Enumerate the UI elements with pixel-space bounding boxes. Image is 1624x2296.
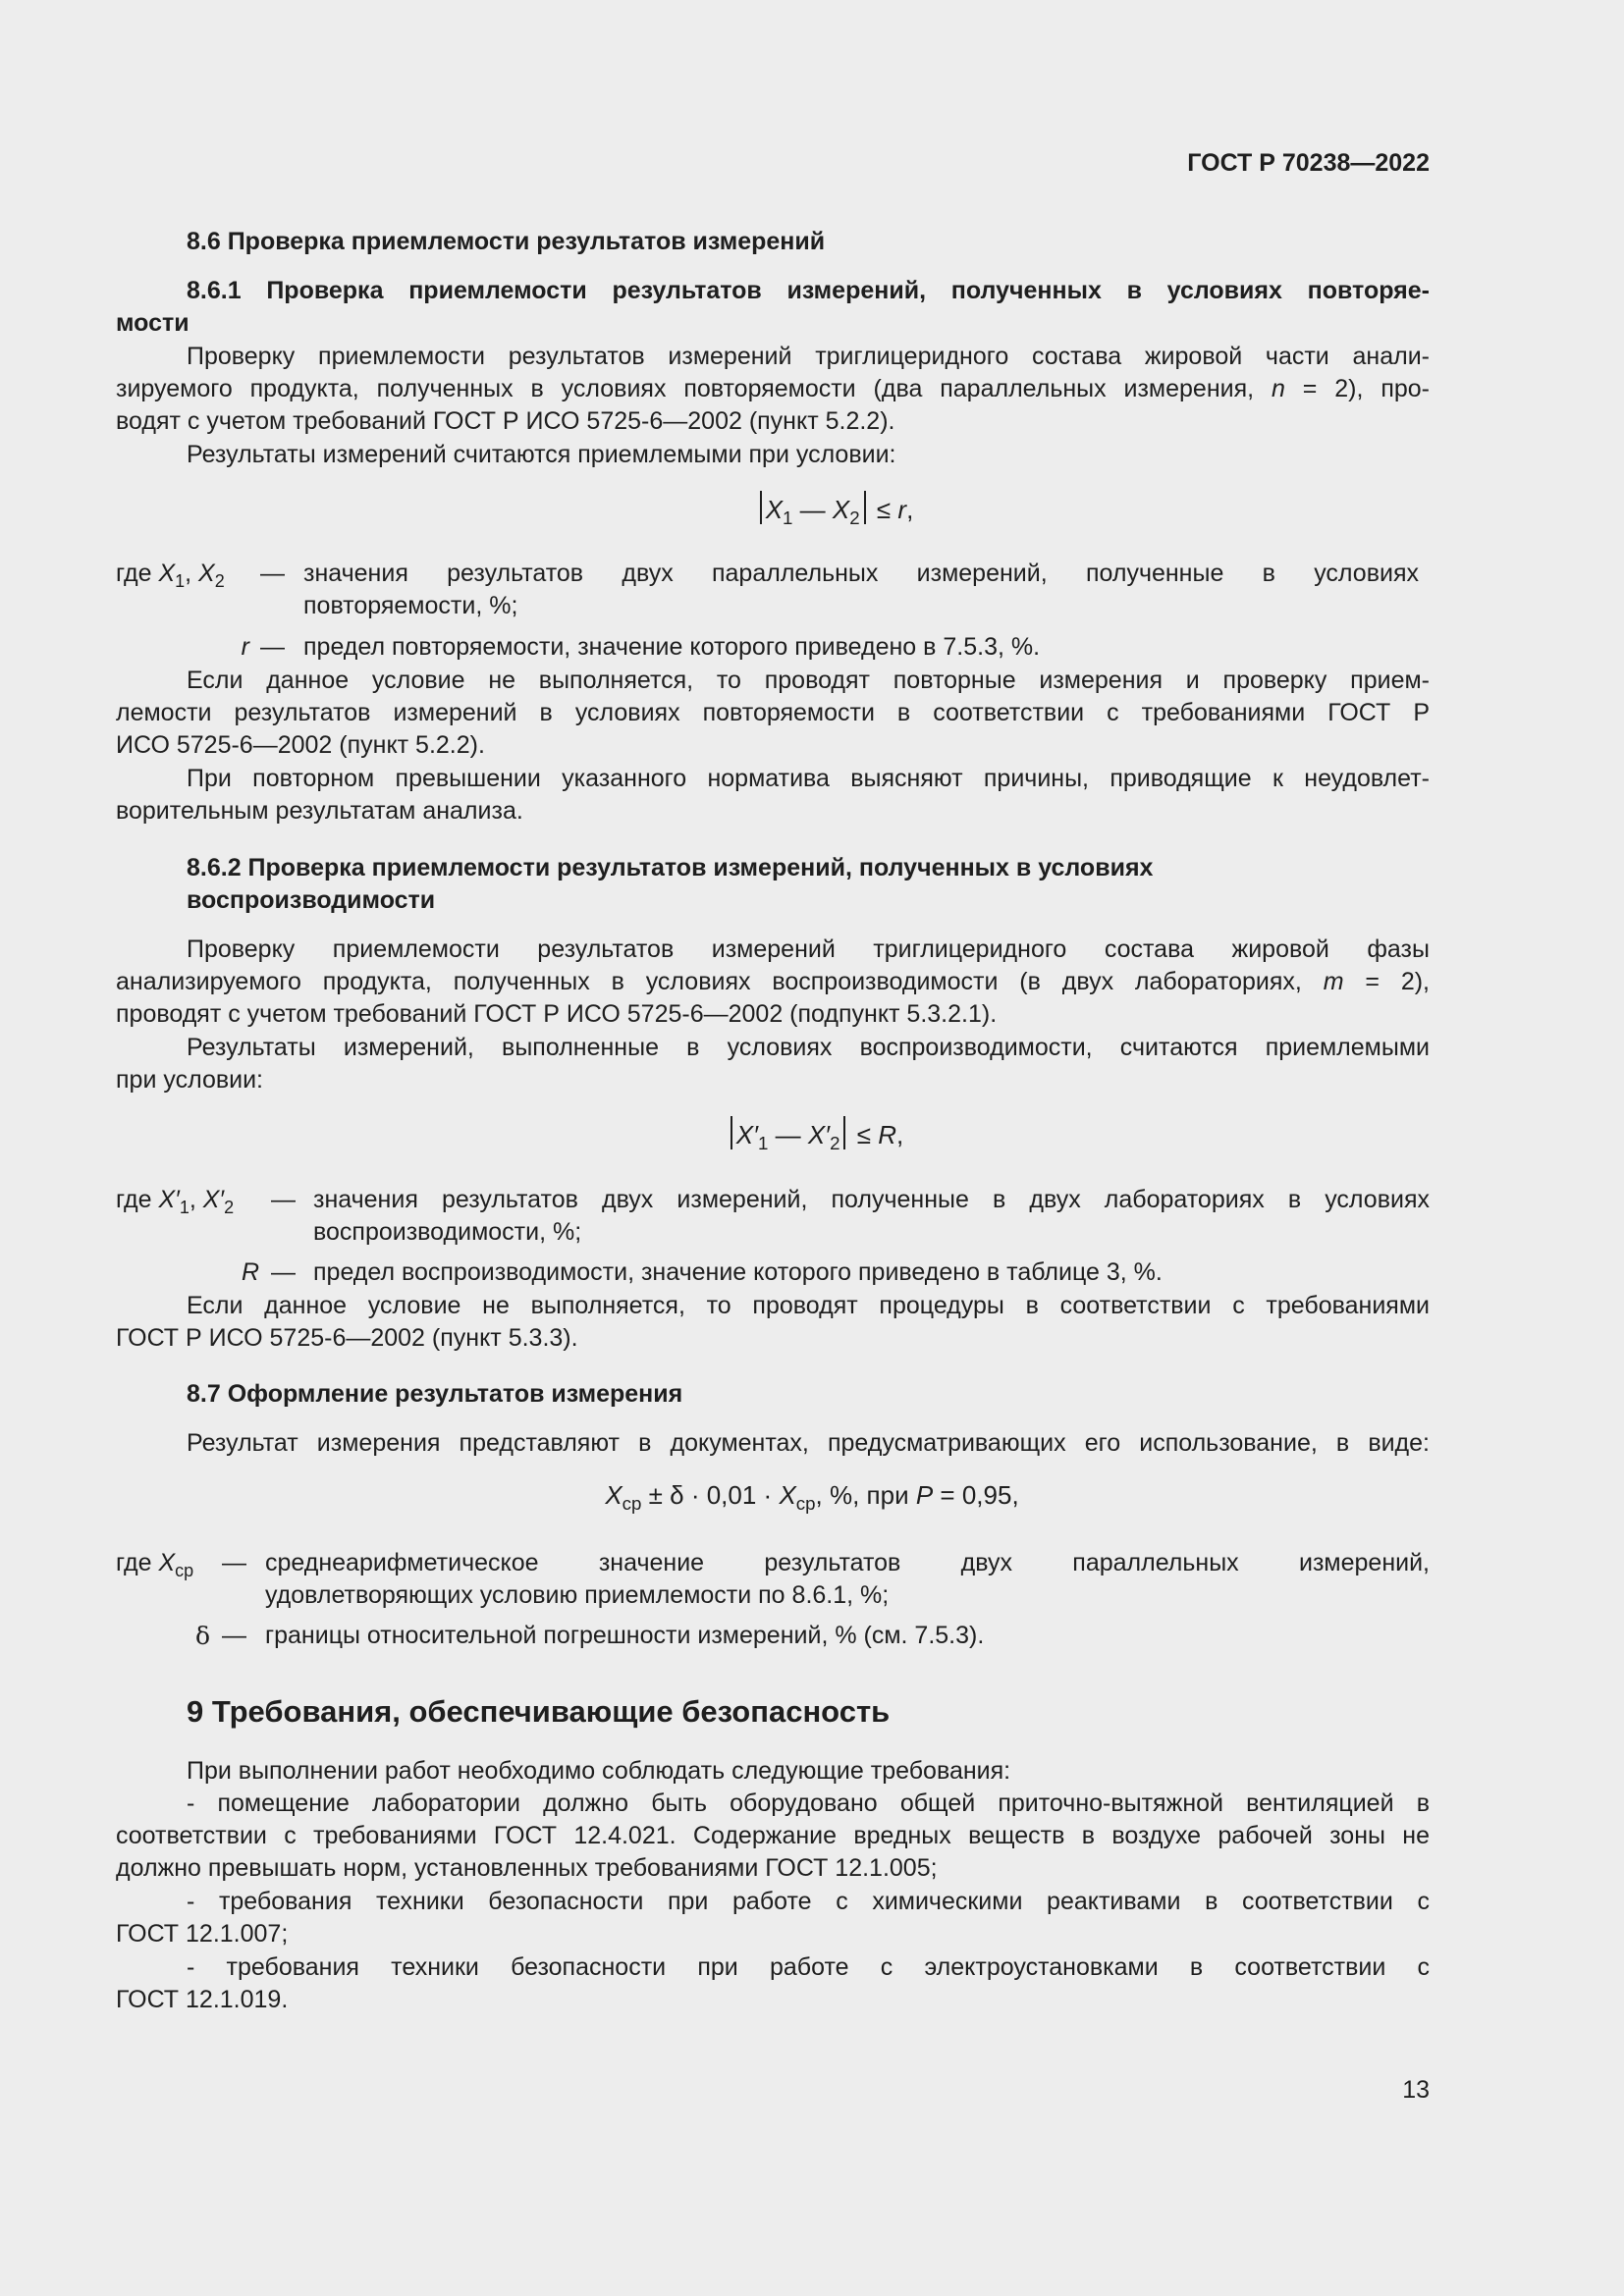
list-item-line: ГОСТ 12.1.007; bbox=[116, 1920, 289, 1948]
list-item-line: - требования техники безопасности при работе с химическими реактивами в соответствии с bbox=[187, 1888, 1430, 1915]
definition-dash: — bbox=[222, 1549, 246, 1576]
formula-reproducibility: $X'_1$ — $X'_2 \le R$, bbox=[471, 1116, 1159, 1150]
paragraph-line: При выполнении работ необходимо соблюдать следующие требования: bbox=[187, 1757, 1011, 1785]
list-item-line: - помещение лаборатории должно быть оборудовано общей приточно-вытяжной вентиляцией в bbox=[187, 1789, 1430, 1817]
paragraph-line: проводят с учетом требований ГОСТ Р ИСО 5725-6—2002 (подпункт 5.3.2.1). bbox=[116, 1000, 998, 1028]
paragraph-line: при условии: bbox=[116, 1066, 263, 1094]
definition-dash: — bbox=[260, 633, 285, 661]
paragraph-line: анализируемого продукта, полученных в условиях воспроизводимости (в двух лабораториях, m = 2), bbox=[116, 968, 1430, 995]
paragraph-line: Если данное условие не выполняется, то проводят повторные измерения и проверку прием- bbox=[187, 667, 1430, 694]
paragraph-line: ГОСТ Р ИСО 5725-6—2002 (пункт 5.3.3). bbox=[116, 1324, 578, 1352]
definition-dash: — bbox=[271, 1186, 296, 1213]
list-item-line: должно превышать норм, установленных требованиями ГОСТ 12.1.005; bbox=[116, 1854, 938, 1882]
definition-text-line1: среднеарифметическое значение результатов двух параллельных измерений, bbox=[265, 1549, 1430, 1576]
definition-text-line1: значения результатов двух измерений, полученные в двух лабораториях в условиях bbox=[313, 1186, 1430, 1213]
paragraph-line: лемости результатов измерений в условиях повторяемости в соответствии с требованиями ГОСТ Р bbox=[116, 699, 1430, 726]
document-code: ГОСТ Р 70238—2022 bbox=[1187, 149, 1430, 177]
section-8-6-1-heading-line1: 8.6.1 Проверка приемлемости результатов измерений, полученных в условиях повторяе- bbox=[187, 277, 1430, 304]
paragraph-line: Результат измерения представляют в документах, предусматривающих его использование, в виде: bbox=[187, 1429, 1430, 1457]
where-label: где $X'_1$, $X'_2$ bbox=[116, 1186, 235, 1217]
paragraph-line: ИСО 5725-6—2002 (пункт 5.2.2). bbox=[116, 731, 485, 759]
page-number: 13 bbox=[1402, 2076, 1430, 2104]
section-9-heading: 9 Требования, обеспечивающие безопасность bbox=[187, 1694, 891, 1729]
section-8-7-heading: 8.7 Оформление результатов измерения bbox=[187, 1380, 683, 1408]
where-label: где $X_1$, $X_2$ bbox=[116, 560, 225, 591]
paragraph-line: Если данное условие не выполняется, то проводят процедуры в соответствии с требованиями bbox=[187, 1292, 1430, 1319]
definition-text-line2: повторяемости, %; bbox=[303, 592, 518, 619]
definition-dash: — bbox=[260, 560, 285, 587]
paragraph-line: Результаты измерений, выполненные в условиях воспроизводимости, считаются приемлемыми bbox=[187, 1034, 1430, 1061]
section-8-6-2-heading-line1: 8.6.2 Проверка приемлемости результатов измерений, полученных в условиях bbox=[187, 854, 1154, 881]
definition-text-line1: значения результатов двух параллельных измерений, полученные в условиях bbox=[303, 560, 1419, 587]
paragraph-line: Проверку приемлемости результатов измерений триглицеридного состава жировой части анали- bbox=[187, 343, 1430, 370]
definition-text: границы относительной погрешности измерений, % (см. 7.5.3). bbox=[265, 1622, 985, 1649]
where-variable: R bbox=[241, 1258, 259, 1286]
definition-dash: — bbox=[271, 1258, 296, 1286]
definition-text: предел воспроизводимости, значение которого приведено в таблице 3, %. bbox=[313, 1258, 1163, 1286]
list-item-line: соответствии с требованиями ГОСТ 12.4.021. Содержание вредных веществ в воздухе рабочей зоны не bbox=[116, 1822, 1430, 1849]
formula-result: $X_{ср} \pm \delta \cdot 0,01 \cdot X_{ср}$, %, при P = 0,95, bbox=[605, 1480, 1019, 1514]
definition-dash: — bbox=[222, 1622, 246, 1649]
paragraph-line: При повторном превышении указанного норматива выясняют причины, приводящие к неудовлет- bbox=[187, 765, 1430, 792]
formula-repeatability: $X_1$ — $X_2 \le r$, bbox=[491, 491, 1178, 525]
where-variable: r bbox=[241, 633, 249, 661]
paragraph-line: Проверку приемлемости результатов измерений триглицеридного состава жировой фазы bbox=[187, 935, 1430, 963]
definition-text: предел повторяемости, значение которого приведено в 7.5.3, %. bbox=[303, 633, 1041, 661]
where-label: где $X_{ср}$ bbox=[116, 1549, 194, 1580]
paragraph-line: Результаты измерений считаются приемлемыми при условии: bbox=[187, 441, 896, 468]
definition-text-line2: удовлетворяющих условию приемлемости по 8.6.1, %; bbox=[265, 1581, 890, 1609]
section-8-6-2-heading-line2: воспроизводимости bbox=[187, 886, 436, 914]
list-item-line: ГОСТ 12.1.019. bbox=[116, 1986, 289, 2013]
paragraph-line: водят с учетом требований ГОСТ Р ИСО 5725-6—2002 (пункт 5.2.2). bbox=[116, 407, 895, 435]
section-8-6-heading: 8.6 Проверка приемлемости результатов измерений bbox=[187, 228, 826, 255]
definition-text-line2: воспроизводимости, %; bbox=[313, 1218, 582, 1246]
paragraph-line: ворительным результатам анализа. bbox=[116, 797, 523, 825]
section-8-6-1-heading-line2: мости bbox=[116, 309, 189, 337]
where-variable: δ bbox=[194, 1622, 210, 1650]
list-item-line: - требования техники безопасности при работе с электроустановками в соответствии с bbox=[187, 1953, 1430, 1981]
paragraph-line: зируемого продукта, полученных в условиях повторяемости (два параллельных измерения, n = 2), про- bbox=[116, 375, 1430, 402]
